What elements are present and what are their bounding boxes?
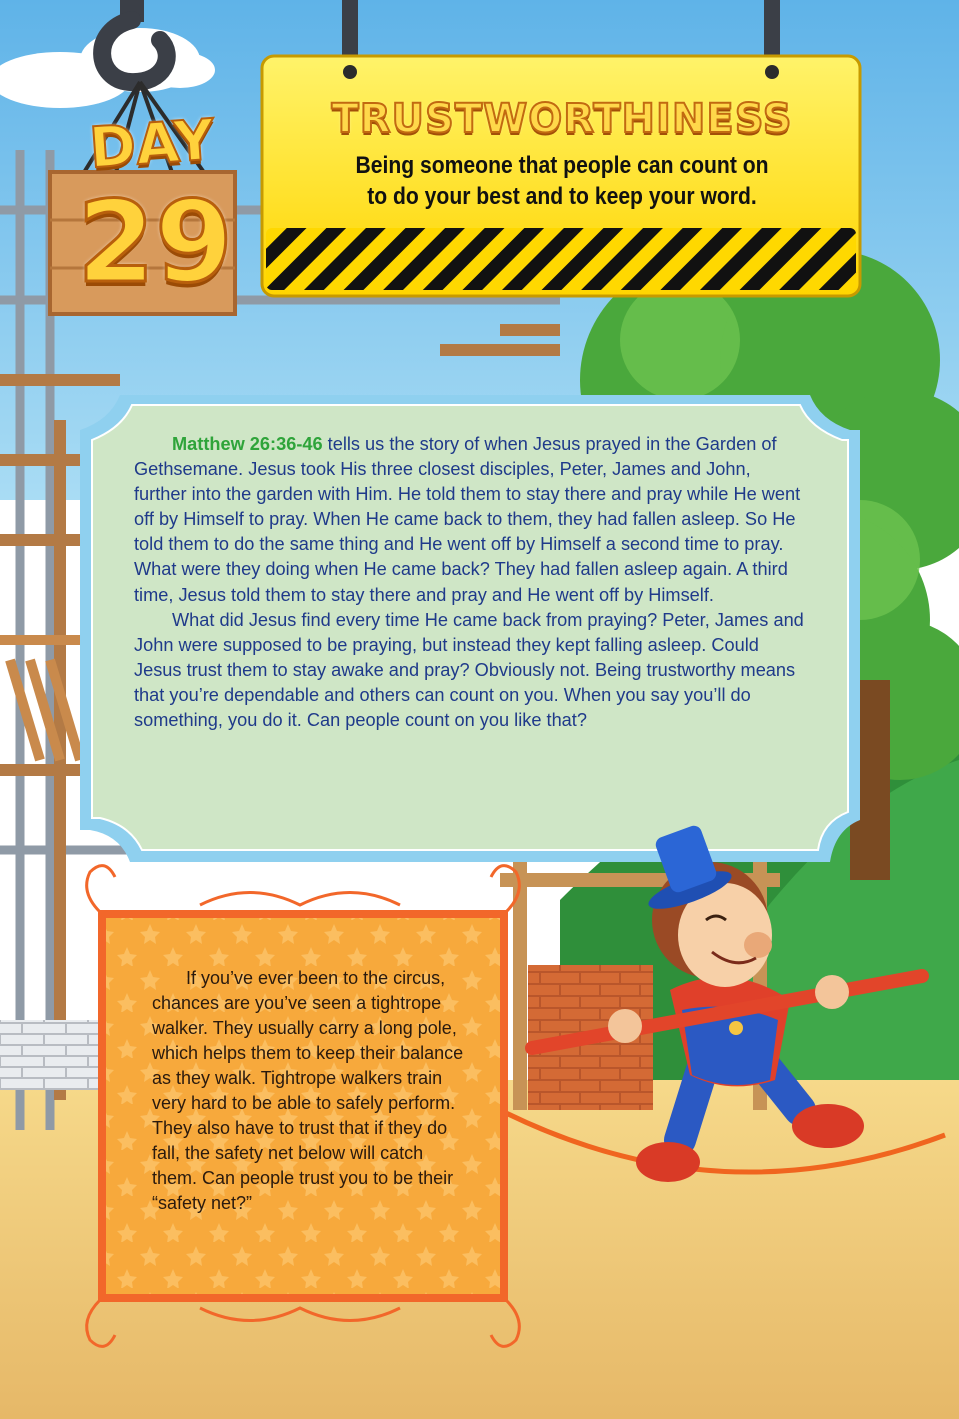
sign-definition	[298, 150, 826, 212]
day-label: DAY	[87, 107, 217, 182]
definition-line-1: Being someone that people can count on	[355, 152, 769, 179]
roof-rafters	[0, 640, 80, 760]
day-number: 29	[77, 178, 233, 308]
circus-note-text: If you’ve ever been to the circus, chances are you’ve seen a tightrope walker. They usually carry a long pole, which helps them to keep their balance as they walk. Tightrope walkers train very hard to be able to safely perform. They also have to trust that if they do fall, the safety net below will catch them. Can people trust you to be their “safety net?”	[152, 968, 464, 1213]
story-paragraph-2: What did Jesus find every time He came back from praying? Peter, James and John were supposed to be praying, but instead they kept falling asleep. Could Jesus trust them to stay awake and pray? Obviously not. Being trustworthy means that you’re dependable and others can count on you. When you say you’ll do something, you do it. Can people count on you like that?	[134, 609, 804, 731]
definition-line-2: to do your best and to keep your word.	[367, 183, 757, 210]
story-text	[134, 432, 804, 733]
stone-wall	[0, 1020, 110, 1090]
hazard-stripes	[266, 228, 856, 290]
story-paragraph-1	[134, 432, 804, 608]
circus-note	[152, 966, 472, 1216]
story-paragraph-1-text: tells us the story of when Jesus prayed in the Garden of Gethsemane. Jesus took His three closest disciples, Peter, James and John, further into the garden with Him. He told them to stay there and pray while He went off by Himself to pray. When He came back to them, they had fallen asleep. So He told them to do the same thing and He went off by Himself a second time to pray. What were they doing when He came back? They had fallen asleep again. A third time, Jesus told them to stay there and pray and He went off by Himself.	[134, 434, 801, 605]
scripture-reference: Matthew 26:36-46	[172, 434, 323, 454]
sign-title: TRUSTWORTHINESS	[331, 96, 793, 142]
